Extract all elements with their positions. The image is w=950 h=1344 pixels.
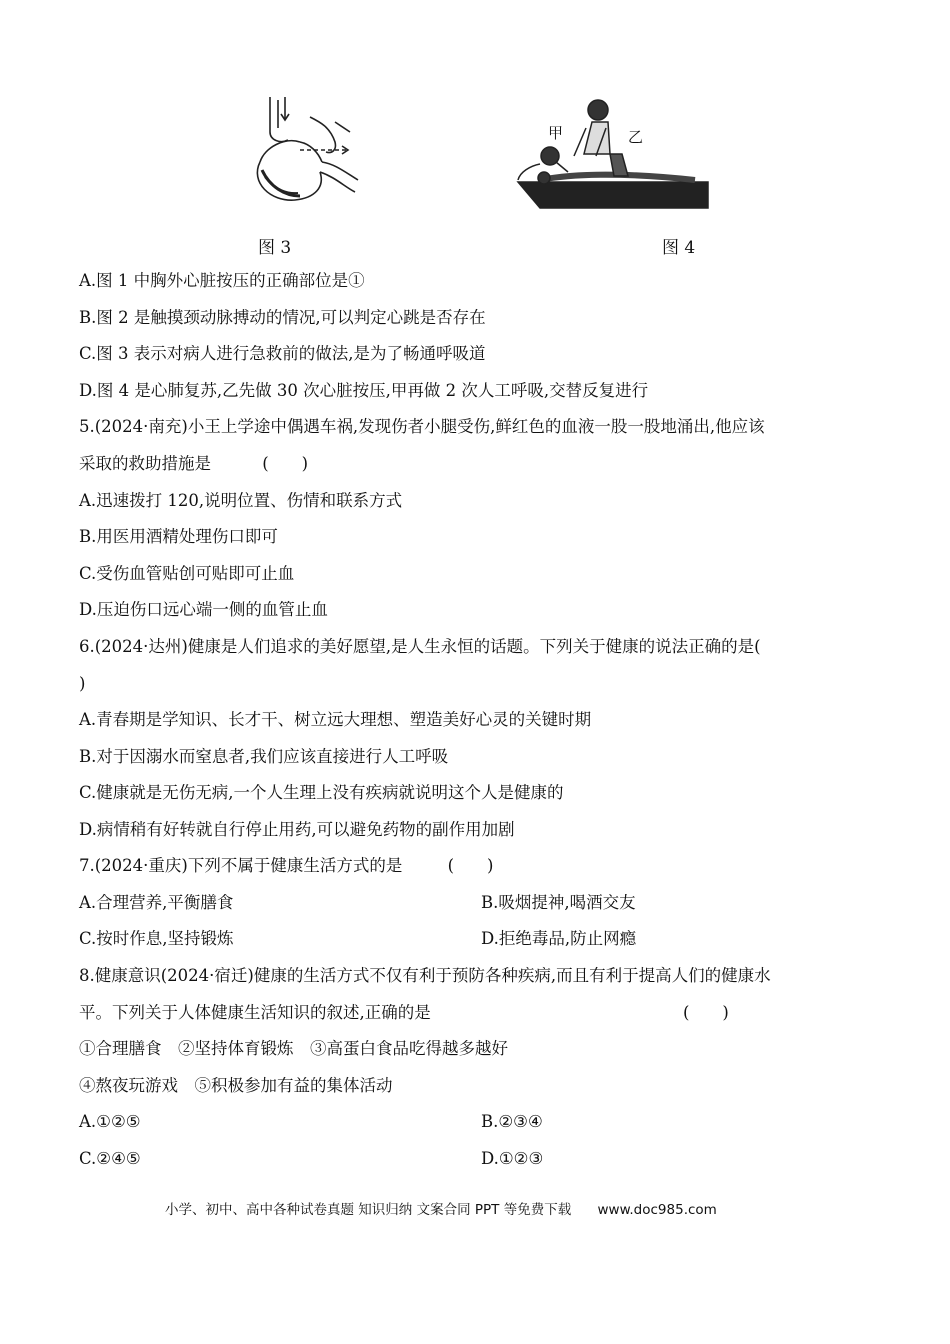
- footer-site-link[interactable]: www.doc985.com: [597, 1202, 717, 1218]
- q8-option-c: C.②④⑤: [79, 1149, 141, 1168]
- q5-option-c: C.受伤血管贴创可贴即可止血: [79, 564, 295, 583]
- q6-stem-line-1: 6.(2024·达州)健康是人们追求的美好愿望,是人生永恒的话题。下列关于健康的说法正确的是(: [79, 637, 761, 656]
- footer-text: 小学、初中、高中各种试卷真题 知识归纳 文案合同 PPT 等免费下载: [165, 1202, 572, 1218]
- figure-4-label-yi: 乙: [628, 128, 644, 146]
- q6-option-b: B.对于因溺水而窒息者,我们应该直接进行人工呼吸: [79, 747, 449, 766]
- q7-option-d: D.拒绝毒品,防止网瘾: [481, 929, 637, 948]
- figure-4-cpr-illustration: [510, 94, 715, 212]
- q6-option-d: D.病情稍有好转就自行停止用药,可以避免药物的副作用加剧: [79, 820, 515, 839]
- q5-option-d: D.压迫伤口远心端一侧的血管止血: [79, 600, 328, 619]
- q6-option-c: C.健康就是无伤无病,一个人生理上没有疾病就说明这个人是健康的: [79, 783, 564, 802]
- q8-option-a: A.①②⑤: [79, 1112, 141, 1131]
- q5-stem-line-1: 5.(2024·南充)小王上学途中偶遇车祸,发现伤者小腿受伤,鲜红色的血液一股一股地涌出,他应该: [79, 417, 765, 436]
- q5-option-b: B.用医用酒精处理伤口即可: [79, 527, 278, 546]
- q8-option-b: B.②③④: [481, 1112, 543, 1131]
- q5-option-a: A.迅速拨打 120,说明位置、伤情和联系方式: [79, 491, 403, 510]
- q8-stem-line-2: 平。下列关于人体健康生活知识的叙述,正确的是: [79, 1003, 431, 1022]
- q4-option-d: D.图 4 是心肺复苏,乙先做 30 次心脏按压,甲再做 2 次人工呼吸,交替反复进行: [79, 381, 649, 400]
- q4-option-b: B.图 2 是触摸颈动脉搏动的情况,可以判定心跳是否存在: [79, 308, 486, 327]
- q7-option-c: C.按时作息,坚持锻炼: [79, 929, 234, 948]
- figure-3-head-tilt-illustration: [240, 92, 360, 207]
- q4-option-c: C.图 3 表示对病人进行急救前的做法,是为了畅通呼吸道: [79, 344, 486, 363]
- q7-option-a: A.合理营养,平衡膳食: [79, 893, 234, 912]
- figure-3-caption: 图 3: [258, 238, 292, 258]
- q8-stem-line-1: 8.健康意识(2024·宿迁)健康的生活方式不仅有利于预防各种疾病,而且有利于提高人们的健康水: [79, 966, 771, 985]
- q5-stem-line-2: [79, 453, 308, 475]
- q7-stem: [79, 855, 493, 877]
- q5-answer-bracket: ( ): [262, 454, 309, 473]
- q7-stem-text: 7.(2024·重庆)下列不属于健康生活方式的是: [79, 856, 403, 875]
- q4-option-a: A.图 1 中胸外心脏按压的正确部位是①: [79, 271, 365, 290]
- q7-answer-bracket: ( ): [447, 856, 494, 875]
- q5-stem-text: 采取的救助措施是: [79, 454, 211, 473]
- figure-4-caption: 图 4: [662, 238, 696, 258]
- page-footer: [165, 1198, 717, 1218]
- q8-items-line-1: ①合理膳食 ②坚持体育锻炼 ③高蛋白食品吃得越多越好: [79, 1039, 508, 1058]
- q7-option-b: B.吸烟提神,喝酒交友: [481, 893, 636, 912]
- q8-items-line-2: ④熬夜玩游戏 ⑤积极参加有益的集体活动: [79, 1076, 393, 1095]
- q6-stem-line-2: ): [79, 674, 86, 693]
- q6-option-a: A.青春期是学知识、长才干、树立远大理想、塑造美好心灵的关键时期: [79, 710, 592, 729]
- figure-4-label-jia: 甲: [548, 124, 564, 142]
- q8-answer-bracket: ( ): [683, 1003, 729, 1022]
- q8-option-d: D.①②③: [481, 1149, 544, 1168]
